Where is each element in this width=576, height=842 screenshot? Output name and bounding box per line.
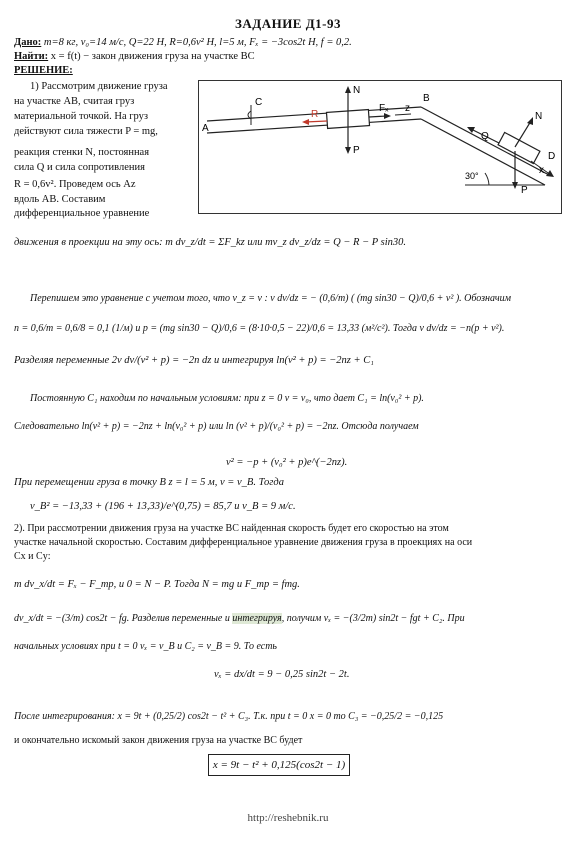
find-line [14,50,255,63]
label-q: Q [481,131,489,142]
eq-consequently: Следовательно ln(v² + p) = −2nz + ln(v₀² + p) или ln (v² + p)/(v₀² + p) = −2nz. Отсюда получаем [14,421,419,432]
page-title: ЗАДАНИЕ Д1-93 [235,16,341,31]
diagram-svg [199,81,561,213]
step2-line3: Cx и Cy: [14,551,51,562]
label-b: B [423,93,430,104]
label-x: x [539,165,544,176]
arrow-n-head [345,86,351,93]
step1-line7: R = 0,6v². Проведем ось Az [14,179,136,190]
eq-bc-motion: m dv_x/dt = Fₓ − F_тр, и 0 = N − P. Тогда N = mg и F_тр = fmg. [14,579,300,590]
arrow-r-head [302,119,309,125]
eq-notation: n = 0,6/m = 0,6/8 = 0,1 (1/м) и p = (mg sin30 − Q)/0,6 = (8·10·0,5 − 22)/0,6 = 13,33 (м²/с²). Тогда v dv/dz = −n(p + v²). [14,323,505,334]
label-p: P [353,145,360,156]
axis-z [395,114,411,115]
label-r: R [311,109,319,120]
step1-line4: действуют сила тяжести P = mg, [14,126,158,137]
eq-motion-projection: движения в проекции на эту ось: m dv_z/dt = ΣF_kz или mv_z dv_z/dz = Q − R − P sin30. [14,237,407,248]
eq-bc-integrate-post: , получим vₓ = −(3/2m) sin2t − fgt + C₂. При [281,613,465,624]
solution-label: РЕШЕНИЕ: [14,65,73,76]
eq-separate: Разделяя переменные 2v dv/(v² + p) = −2n dz и интегрируя ln(v² + p) = −2nz + C₁ [14,355,374,366]
solution-line [14,64,73,77]
footer-link[interactable]: http://reshebnik.ru [247,812,329,824]
label-angle: 30° [465,171,479,181]
step2-line1: 2). При рассмотрении движения груза на участке ВС найденная скорость будет его скоростью на этом [14,523,449,534]
eq-bc-vx: vₓ = dx/dt = 9 − 0,25 sin2t − 2t. [214,669,350,680]
eq-bc-integrate-highlight: интегрируя [232,613,282,624]
arrow-n2-head [527,117,533,125]
label-p2: P [521,185,528,196]
eq-bc-integrate [14,612,465,625]
find-text: x = f(t) − закон движения груза на участке ВС [50,51,255,62]
label-a: A [202,123,209,134]
eq-v-squared: v² = −p + (v₀² + p)e^(−2nz). [226,457,348,468]
step1-line8: вдоль АВ. Составим [14,194,106,205]
eq-bc-initial: начальных условиях при t = 0 vₓ = v_B и C₂ = v_B = 9. То есть [14,641,277,652]
eq-bc-integrate-pre: dv_x/dt = −(3/m) cos2t − fg. Разделив переменные и [14,613,230,624]
eq-bc-final-text: и окончательно искомый закон движения груза на участке ВС будет [14,735,303,746]
given-line [14,36,352,49]
step1-line3: материальной точкой. На груз [14,111,149,122]
result-box: x = 9t − t² + 0,125(cos2t − 1) [208,754,350,776]
step1-line6: сила Q и сила сопротивления [14,162,145,173]
find-label: Найти: [14,51,49,62]
label-n2: N [535,111,543,122]
eq-point-b: При перемещении груза в точку B z = l = 5 м, v = v_B. Тогда [14,477,284,488]
label-d: D [548,151,556,162]
given-text: m=8 кг, v₀=14 м/с, Q=22 Н, R=0,6v² Н, l=5 м, Fₓ = −3cos2t Н, f = 0,2. [43,37,352,48]
step2-line2: участке начальной скоростью. Составим дифференциальное уравнение движения груза в проекциях на оси [14,537,473,548]
label-f: Fₓ [379,103,389,114]
step1-line5: реакция стенки N, постоянная [14,147,150,158]
angle-arc [485,173,489,185]
step1-line1: 1) Рассмотрим движение груза [30,81,168,92]
motion-diagram [198,80,562,214]
eq-rewrite: Перепишем это уравнение с учетом того, что v_z = v : v dv/dz = − (0,6/m) ( (mg sin30 − Q)/0,6 + v² ). Обозначим [30,293,512,304]
eq-constant-c1: Постоянную C₁ находим по начальным условиям: при z = 0 v = v₀, что дает C₁ = ln(v₀² + p). [30,393,424,404]
step1-line2: на участке АВ, считая груз [14,96,135,107]
given-label: Дано: [14,37,42,48]
label-c: C [255,97,263,108]
label-z: z [405,103,410,114]
eq-vb: v_B² = −13,33 + (196 + 13,33)/e^(0,75) = 85,7 и v_B = 9 м/с. [30,501,296,512]
label-n: N [353,85,361,96]
eq-bc-integrated: После интегрирования: x = 9t + (0,25/2) cos2t − t² + C₃. Т.к. при t = 0 x = 0 то C₃ = −0,25/2 = −0,125 [14,711,444,722]
step1-line9: дифференциальное уравнение [14,208,150,219]
arrow-p-head [345,147,351,154]
